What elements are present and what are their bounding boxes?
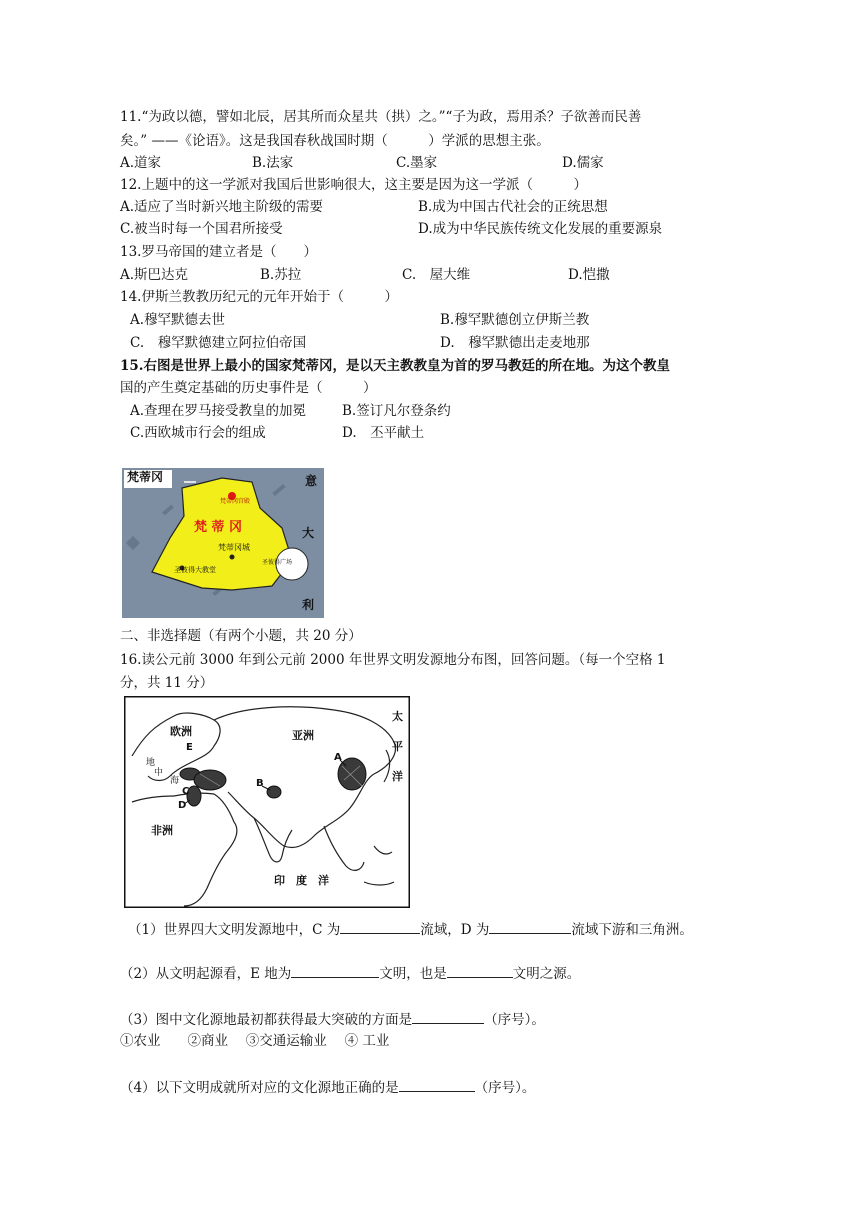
label-africa: 非洲 [151, 824, 173, 837]
label-d: D [178, 800, 187, 811]
q11-option-d[interactable]: D.儒家 [562, 155, 604, 171]
q15-stem-line2: 国的产生奠定基础的历史事件是（ ） [120, 380, 377, 396]
q16-sub1-text-a: （1）世界四大文明发源地中，C 为 [128, 922, 341, 938]
q16-sub4-text-b: （序号）。 [474, 1080, 536, 1096]
q13-option-c[interactable]: C. 屋大维 [402, 267, 471, 283]
palace-label: 梵蒂冈宫殿 [220, 498, 251, 505]
q15-stem-line1: 15.右图是世界上最小的国家梵蒂冈，是以天主教教皇为首的罗马教廷的所在地。为这个教皇 [120, 358, 670, 374]
civilization-map [124, 696, 410, 908]
q16-sub1-blank-d[interactable] [489, 919, 571, 934]
q16-sub2-blank-e[interactable] [291, 963, 379, 978]
q16-sub1-text-c: 流域下游和三角洲。 [571, 922, 693, 938]
q16-sub3 [120, 1009, 545, 1030]
q16-sub3-text-b: （序号）。 [484, 1012, 545, 1028]
label-europe: 欧洲 [170, 725, 192, 738]
q13-option-b[interactable]: B.苏拉 [260, 267, 302, 283]
q13-option-a[interactable]: A.斯巴达克 [120, 267, 189, 283]
label-b: B [256, 778, 264, 789]
q16-sub4-blank[interactable] [399, 1077, 475, 1092]
label-indian-1: 印 [274, 874, 285, 887]
q16-sub2-text-c: 文明之源。 [512, 966, 581, 982]
st-peters-square-label: 圣彼得广场 [262, 559, 293, 566]
italy-label-3: 利 [302, 598, 315, 612]
q14-option-b[interactable]: B.穆罕默德创立伊斯兰教 [440, 312, 590, 328]
q11-option-a[interactable]: A.道家 [120, 155, 162, 171]
vatican-center-label: 梵 蒂 冈 [194, 520, 243, 535]
q16-sub2-text-b: 文明，也是 [379, 966, 447, 982]
section2-heading: 二、非选择题（有两个小题，共 20 分） [120, 628, 362, 644]
q16-sub2-blank-source[interactable] [447, 963, 513, 978]
label-med-3: 海 [170, 776, 180, 786]
q11-option-c[interactable]: C.墨家 [396, 155, 438, 171]
q11-stem-line2: 矣。” ——《论语》。这是我国春秋战国时期（ ）学派的思想主张。 [120, 133, 550, 149]
label-indian-3: 洋 [318, 874, 329, 887]
label-asia: 亚洲 [292, 729, 314, 742]
label-pacific-2: 平 [392, 740, 403, 753]
q12-option-a[interactable]: A.适应了当时新兴地主阶级的需要 [120, 199, 324, 215]
q15-option-b[interactable]: B.签订凡尔登条约 [342, 403, 451, 419]
label-med-2: 中 [154, 768, 164, 778]
q13-stem: 13.罗马帝国的建立者是（ ） [120, 244, 317, 260]
vatican-map [122, 468, 324, 618]
q12-stem: 12.上题中的这一学派对我国后世影响很大，这主要是因为这一学派（ ） [120, 177, 587, 193]
q15-option-a[interactable]: A.查理在罗马接受教皇的加冕 [130, 403, 307, 419]
q13-option-d[interactable]: D.恺撒 [568, 267, 610, 283]
q12-option-d[interactable]: D.成为中华民族传统文化发展的重要源泉 [418, 221, 663, 237]
italy-label-1: 意 [305, 474, 318, 488]
label-indian-2: 度 [296, 874, 307, 887]
vatican-city-label: 梵蒂冈城 [218, 543, 250, 552]
q16-sub3-blank[interactable] [412, 1009, 484, 1024]
q11-option-b[interactable]: B.法家 [252, 155, 294, 171]
q16-stem-line1: 16.读公元前 3000 年到公元前 2000 年世界文明发源地分布图，回答问题。（每一个空格 1 [120, 652, 666, 668]
q14-option-a[interactable]: A.穆罕默德去世 [130, 312, 226, 328]
region-b [267, 786, 281, 798]
q12-option-b[interactable]: B.成为中国古代社会的正统思想 [418, 199, 608, 215]
vatican-map-title: 梵蒂冈 [127, 470, 164, 484]
q16-sub1-blank-c[interactable] [340, 919, 420, 934]
label-c: C [182, 786, 190, 797]
q15-option-c[interactable]: C.西欧城市行会的组成 [130, 425, 266, 441]
label-a: A [334, 752, 342, 763]
label-pacific-1: 太 [392, 710, 403, 723]
q16-sub1 [128, 919, 693, 940]
q12-option-c[interactable]: C.被当时每一个国君所接受 [120, 221, 283, 237]
q14-option-d[interactable]: D. 穆罕默德出走麦地那 [440, 335, 590, 351]
italy-label-2: 大 [302, 526, 315, 540]
q16-sub3-text-a: （3）图中文化源地最初都获得最大突破的方面是 [120, 1012, 413, 1028]
q16-stem-line2: 分，共 11 分） [120, 675, 214, 691]
label-e: E [186, 742, 193, 753]
label-pacific-3: 洋 [392, 770, 403, 783]
q11-stem-line1: 11.“为政以德，譬如北辰，居其所而众星共（拱）之。”“子为政，焉用杀？子欲善而民善 [120, 109, 642, 125]
q16-sub4-text-a: （4）以下文明成就所对应的文化源地正确的是 [120, 1080, 399, 1096]
label-med-1: 地 [146, 758, 156, 768]
q16-sub1-text-b: 流域，D 为 [420, 922, 490, 938]
q14-stem: 14.伊斯兰教教历纪元的元年开始于（ ） [120, 289, 398, 305]
q16-sub2 [120, 963, 580, 984]
q16-sub2-text-a: （2）从文明起源看，E 地为 [120, 966, 292, 982]
q15-option-d[interactable]: D. 丕平献土 [342, 425, 425, 441]
q14-option-c[interactable]: C. 穆罕默德建立阿拉伯帝国 [130, 335, 307, 351]
q16-sub4 [120, 1077, 535, 1098]
st-peters-church-label: 圣彼得大教堂 [174, 566, 216, 574]
q16-sub3-options: ①农业 ②商业 ③交通运输业 ④ 工业 [120, 1033, 390, 1049]
